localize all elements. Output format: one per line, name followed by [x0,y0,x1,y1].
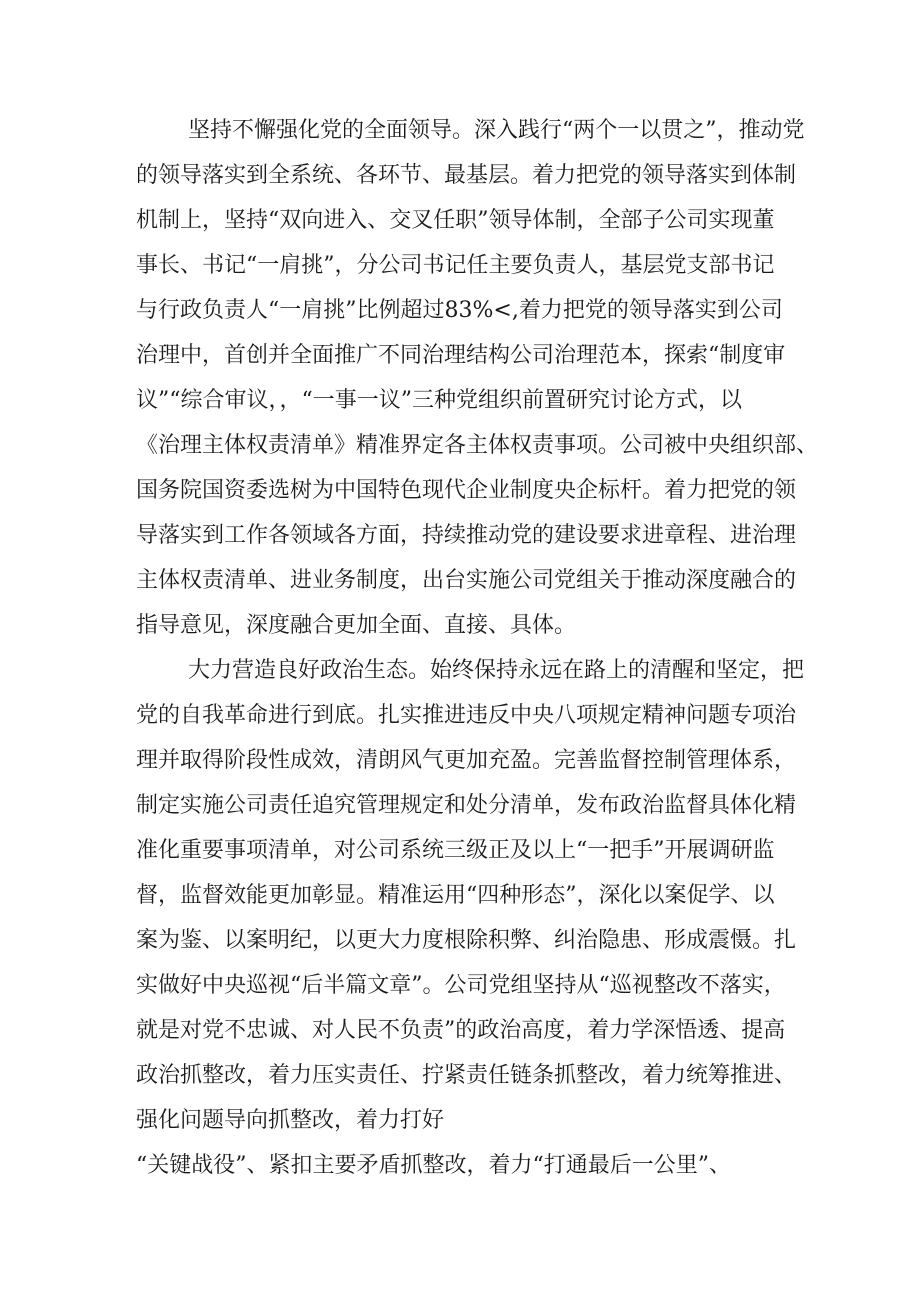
text-line-20: 实做好中央巡视“后半篇文章”。公司党组坚持从“巡视整改不落实， [136,973,786,998]
text-line-17: 准化重要事项清单，对公司系统三级正及以上“一把手”开展调研监 [136,838,775,863]
text-line-12: 指导意见，深度融合更加全面、直接、具体。 [136,613,577,638]
text-line-4: 事长、书记“一肩挑”，分公司书记任主要负责人，基层党支部书记 [136,253,775,278]
text-line-2: 的领导落实到全系统、各环节、最基层。着力把党的领导落实到体制 [136,163,797,188]
text-line-8: 《治理主体权责清单》精准界定各主体权责事项。公司被中央组织部、 [136,433,819,458]
text-line-15: 理并取得阶段性成效，清朗风气更加充盈。完善监督控制管理体系， [136,748,797,773]
text-line-19: 案为鉴、以案明纪，以更大力度根除积弊、纠治隐患、形成震慑。扎 [136,928,797,953]
text-line-10: 导落实到工作各领域各方面，持续推动党的建设要求进章程、进治理 [136,523,797,548]
text-line-13: 大力营造良好政治生态。始终保持永远在路上的清醒和坚定，把 [188,658,805,683]
text-line-1: 坚持不懈强化党的全面领导。深入践行“两个一以贯之”，推动党 [188,118,805,143]
text-line-22: 政治抓整改，着力压实责任、拧紧责任链条抓整改，着力统筹推进、 [136,1063,797,1088]
text-line-18: 督，监督效能更加彰显。精准运用“四种形态”，深化以案促学、以 [136,883,775,908]
text-line-23: 强化问题导向抓整改，着力打好 [136,1108,445,1133]
text-line-24: “关键战役”、紧扣主要矛盾抓整改，着力“打通最后一公里”、 [136,1153,731,1178]
text-line-6: 治理中，首创并全面推广不同治理结构公司治理范本，探索“制度审 [136,343,786,368]
text-line-5: 与行政负责人“一肩挑”比例超过83%<,着力把党的领导落实到公司 [136,298,783,323]
text-line-9: 国务院国资委选树为中国特色现代企业制度央企标杆。着力把党的领 [136,478,797,503]
text-line-11: 主体权责清单、进业务制度，出台实施公司党组关于推动深度融合的 [136,568,797,593]
text-line-21: 就是对党不忠诚、对人民不负责”的政治高度，着力学深悟透、提高 [136,1018,786,1043]
text-line-7: 议”“综合审议，，“一事一议”三种党组织前置研究讨论方式，以 [136,388,742,413]
text-line-3: 机制上，坚持“双向进入、交叉任职”领导体制，全部子公司实现董 [136,208,775,233]
text-line-16: 制定实施公司责任追究管理规定和处分清单，发布政治监督具体化精 [136,793,797,818]
text-line-14: 党的自我革命进行到底。扎实推进违反中央八项规定精神问题专项治 [136,703,797,728]
